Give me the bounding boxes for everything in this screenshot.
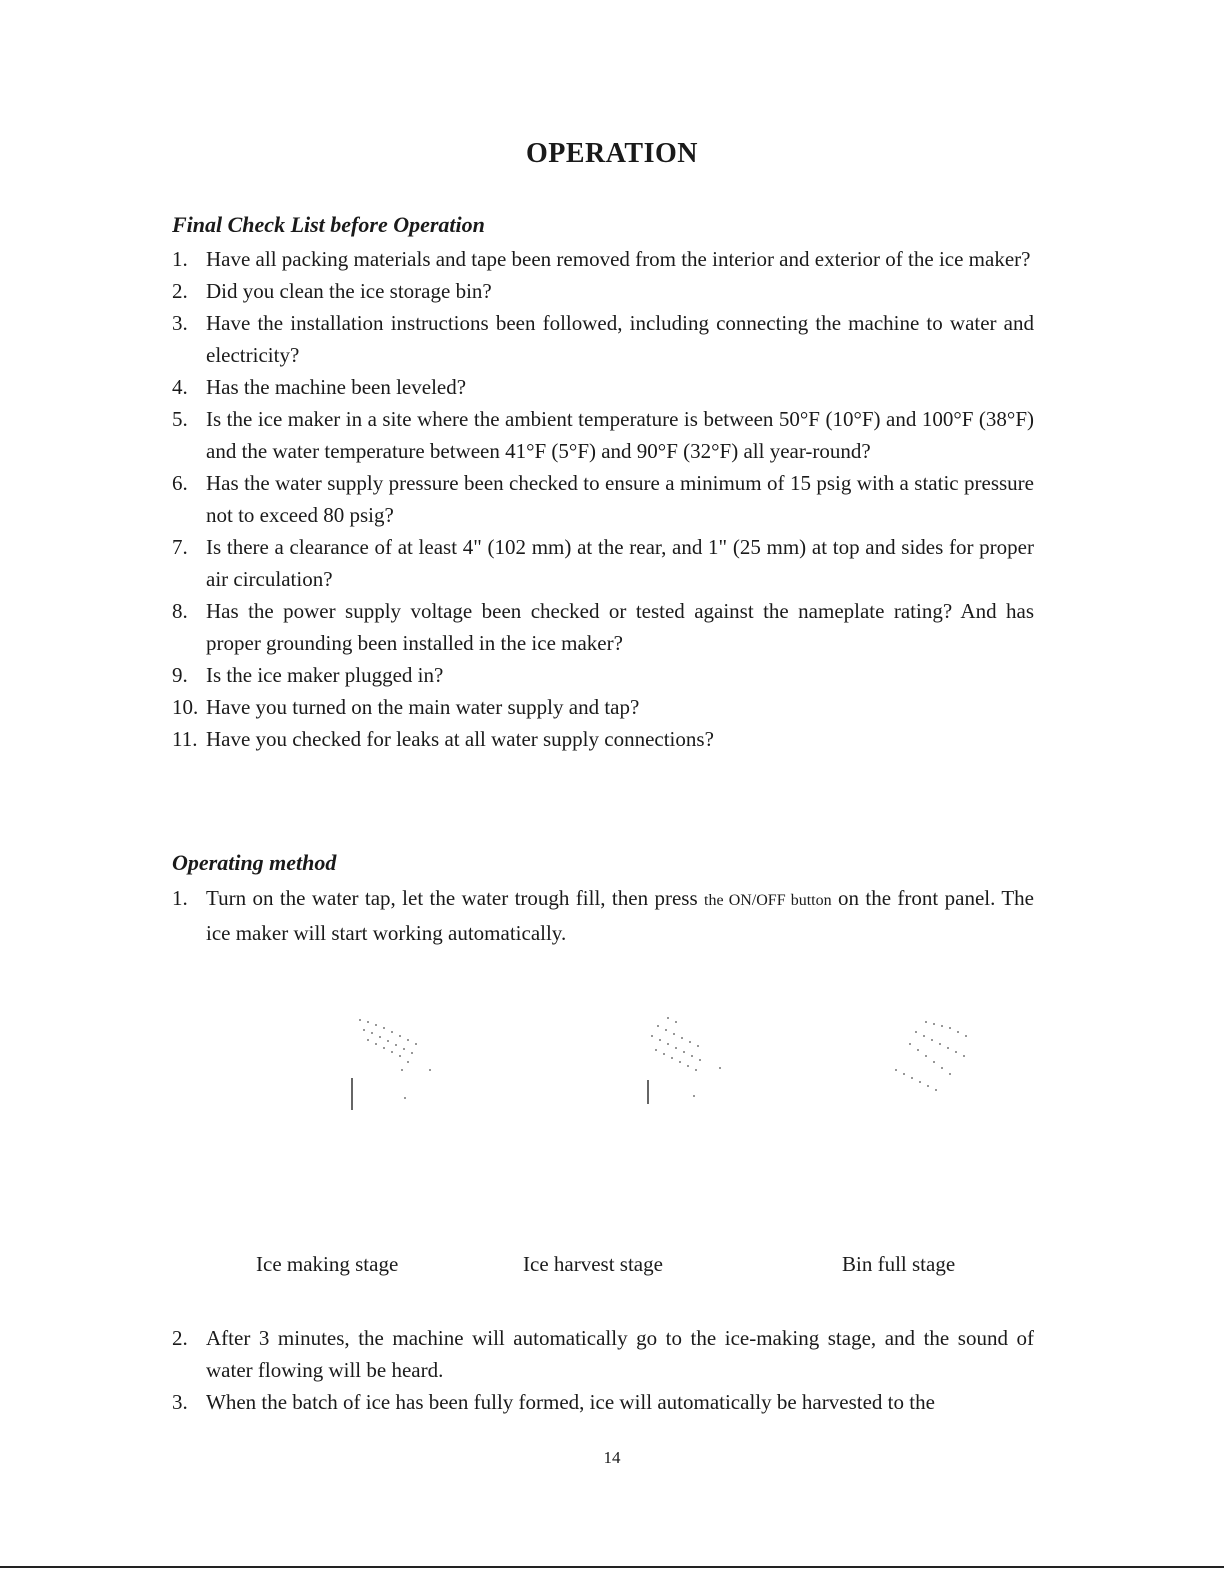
item-number: 6. <box>172 471 188 495</box>
item-text: After 3 minutes, the machine will automatically go to the ice-making stage, and the sound of water flowing will be heard. <box>206 1326 1034 1382</box>
list-item <box>172 723 1034 755</box>
item-number: 4. <box>172 375 188 399</box>
item-text: on the front panel. The ice maker will start working automatically. <box>206 886 1034 945</box>
caption-ice-making: Ice making stage <box>256 1252 399 1276</box>
item-text: Have all packing materials and tape been removed from the interior and exterior of the ice maker? <box>206 247 1031 271</box>
operating-step-1 <box>172 882 1034 949</box>
item-text: Is there a clearance of at least 4" (102 mm) at the rear, and 1" (25 mm) at top and sides for proper air circulation? <box>206 535 1034 591</box>
bin-full-stage-image <box>886 1010 996 1110</box>
item-number: 8. <box>172 599 188 623</box>
item-number: 2. <box>172 279 188 303</box>
item-text: Is the ice maker in a site where the ambient temperature is between 50°F (10°F) and 100°F (38°F) and the water temperature between 41°F (5°F) and 90°F (32°F) all year-round? <box>206 407 1034 463</box>
list-item <box>172 275 1034 307</box>
list-item <box>172 531 1034 595</box>
caption-ice-harvest: Ice harvest stage <box>523 1252 663 1276</box>
item-number: 1. <box>172 247 188 271</box>
list-item <box>172 403 1034 467</box>
caption-bin-full: Bin full stage <box>842 1252 956 1276</box>
operating-heading: Operating method <box>172 850 337 875</box>
item-number: 3. <box>172 311 188 335</box>
item-number: 3. <box>172 1390 188 1414</box>
on-off-button-text: the ON/OFF button <box>704 892 832 909</box>
item-text: Has the machine been leveled? <box>206 375 467 399</box>
list-item <box>172 1386 1034 1418</box>
item-text: Is the ice maker plugged in? <box>206 663 444 687</box>
item-text: When the batch of ice has been fully formed, ice will automatically be harvested to the <box>206 1390 935 1414</box>
ice-harvest-stage-image <box>628 1010 738 1110</box>
list-item <box>172 307 1034 371</box>
item-text: Have you turned on the main water supply and tap? <box>206 695 640 719</box>
item-text: Has the power supply voltage been checked or tested against the nameplate rating? And has proper grounding been installed in the ice maker? <box>206 599 1034 655</box>
list-item <box>172 882 1034 949</box>
list-item <box>172 243 1034 275</box>
ice-making-stage-image <box>340 1010 450 1110</box>
item-number: 7. <box>172 535 188 559</box>
item-text: Has the water supply pressure been checked to ensure a minimum of 15 psig with a static pressure not to exceed 80 psig? <box>206 471 1034 527</box>
item-text: Turn on the water tap, let the water trough fill, then press <box>206 886 705 910</box>
item-number: 2. <box>172 1326 188 1350</box>
stage-figures <box>0 1010 1224 1120</box>
item-number: 1. <box>172 886 188 910</box>
list-item <box>172 691 1034 723</box>
list-item <box>172 595 1034 659</box>
list-item <box>172 467 1034 531</box>
list-item <box>172 371 1034 403</box>
item-text: Have the installation instructions been followed, including connecting the machine to water and electricity? <box>206 311 1034 367</box>
item-text: Did you clean the ice storage bin? <box>206 279 492 303</box>
item-number: 9. <box>172 663 188 687</box>
scan-edge-line <box>0 1566 1224 1568</box>
item-number: 5. <box>172 407 188 431</box>
item-text: Have you checked for leaks at all water supply connections? <box>206 727 714 751</box>
page-title: OPERATION <box>526 138 698 169</box>
list-item <box>172 1322 1034 1386</box>
page-number: 14 <box>603 1448 621 1467</box>
checklist-heading: Final Check List before Operation <box>172 212 485 237</box>
item-number: 10. <box>172 695 199 719</box>
checklist <box>172 243 1034 755</box>
list-item <box>172 659 1034 691</box>
item-number: 11. <box>172 727 198 751</box>
operating-steps <box>172 1322 1034 1418</box>
